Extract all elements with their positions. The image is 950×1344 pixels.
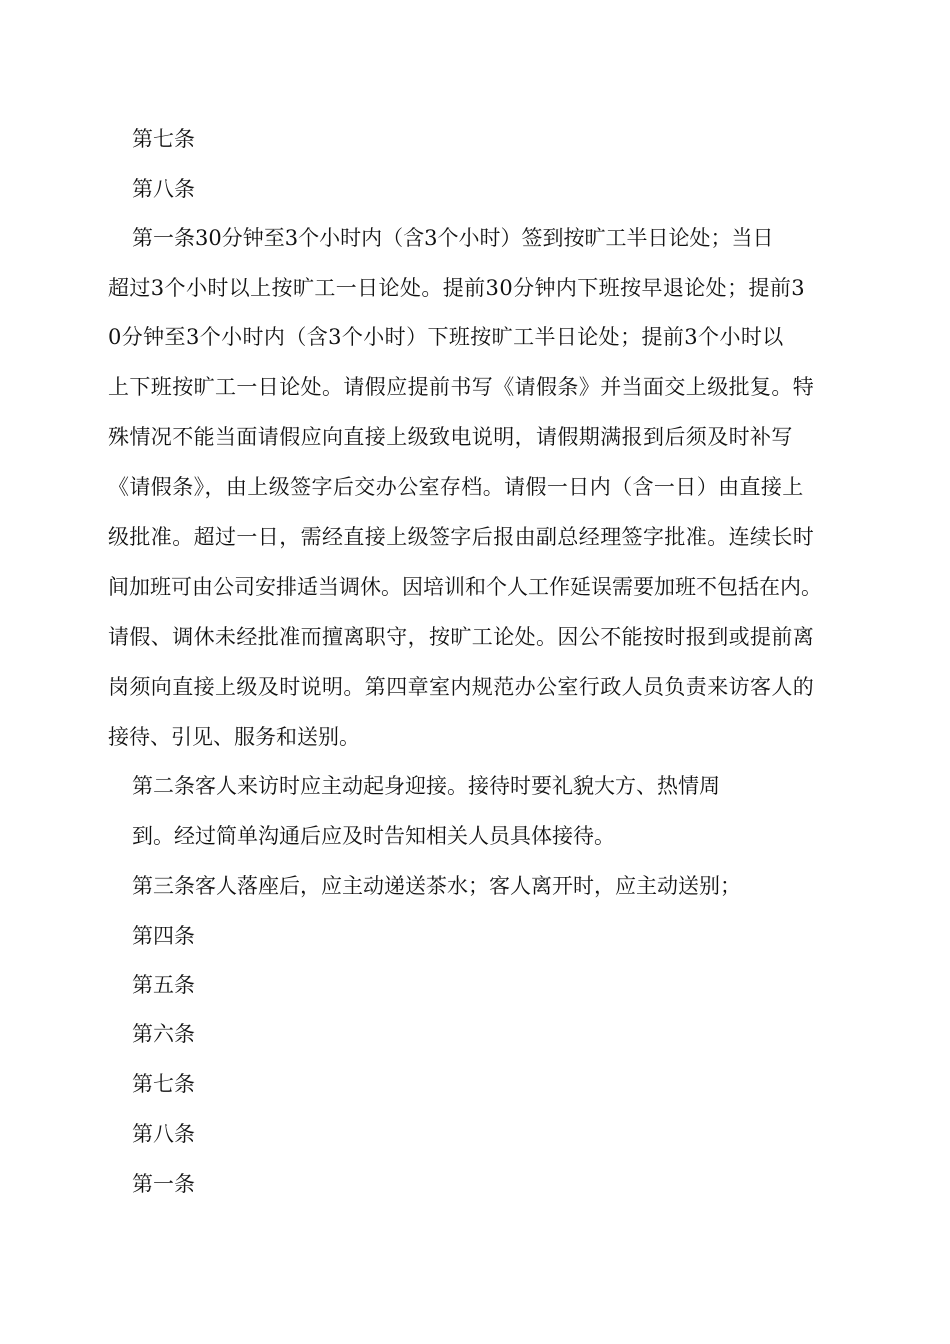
article-heading: 第七条 <box>132 127 195 151</box>
paragraph-line: 岗须向直接上级及时说明。第四章室内规范办公室行政人员负责来访客人的 <box>108 675 815 699</box>
paragraph-line: 《请假条》，由上级签字后交办公室存档。请假一日内（含一日）由直接上 <box>108 475 804 499</box>
article-heading: 第四条 <box>132 924 195 948</box>
paragraph-line: 到。经过简单沟通后应及时告知相关人员具体接待。 <box>132 824 615 848</box>
paragraph-line: 间加班可由公司安排适当调休。因培训和个人工作延误需要加班不包括在内。 <box>108 575 822 599</box>
paragraph-line: 请假、调休未经批准而擅离职守，按旷工论处。因公不能按时报到或提前离 <box>108 625 815 649</box>
paragraph-line: 上下班按旷工一日论处。请假应提前书写《请假条》并当面交上级批复。特 <box>108 375 815 399</box>
article-heading: 第八条 <box>132 1122 195 1146</box>
paragraph-line: 接待、引见、服务和送别。 <box>108 725 360 749</box>
paragraph-line: 第二条客人来访时应主动起身迎接。接待时要礼貌大方、热情周 <box>132 774 720 798</box>
article-heading: 第八条 <box>132 177 195 201</box>
paragraph-line: 0分钟至3个小时内（含3个小时）下班按旷工半日论处；提前3个小时以 <box>108 325 784 349</box>
paragraph-line: 超过3个小时以上按旷工一日论处。提前30分钟内下班按早退论处；提前3 <box>108 276 806 300</box>
article-heading: 第一条 <box>132 1172 195 1196</box>
paragraph-line: 第三条客人落座后，应主动递送茶水；客人离开时，应主动送别； <box>132 874 741 898</box>
paragraph-line: 级批准。超过一日，需经直接上级签字后报由副总经理签字批准。连续长时 <box>108 525 815 549</box>
article-heading: 第六条 <box>132 1022 195 1046</box>
paragraph-line: 第一条30分钟至3个小时内（含3个小时）签到按旷工半日论处；当日 <box>132 226 774 250</box>
article-heading: 第七条 <box>132 1072 195 1096</box>
article-heading: 第五条 <box>132 973 195 997</box>
paragraph-line: 殊情况不能当面请假应向直接上级致电说明，请假期满报到后须及时补写 <box>108 425 793 449</box>
